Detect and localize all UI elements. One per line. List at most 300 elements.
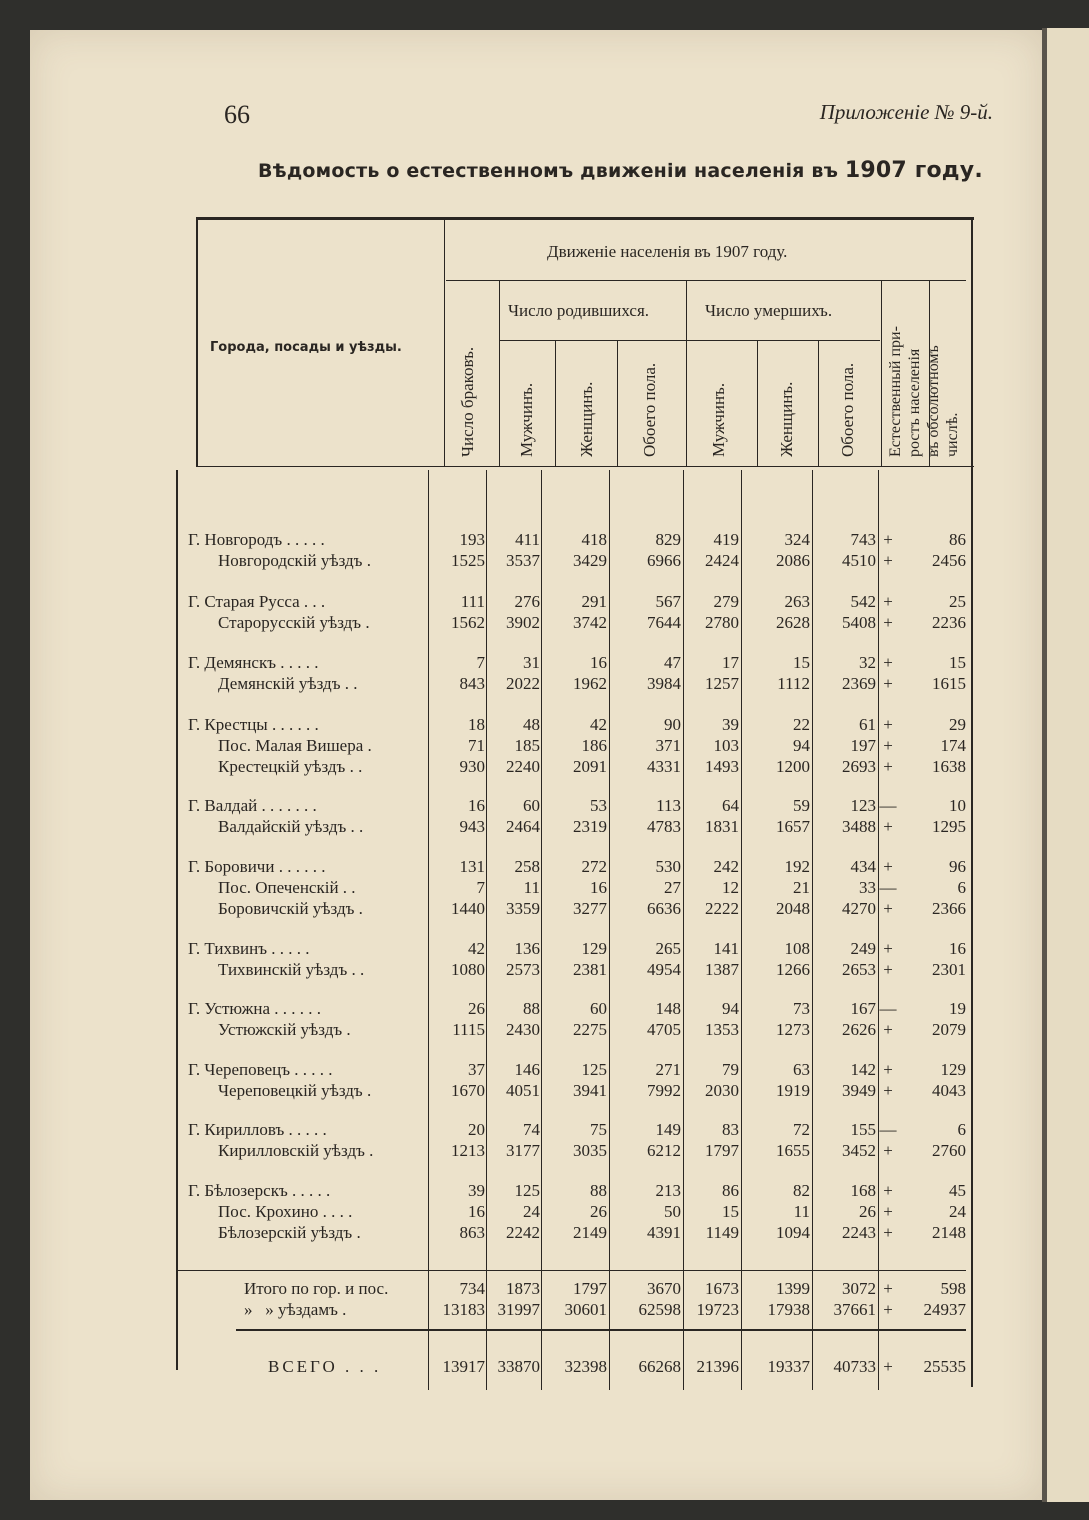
table-cell: 79 bbox=[722, 1060, 739, 1079]
table-cell: 149 bbox=[655, 1120, 681, 1139]
table-cell: 94 bbox=[722, 999, 739, 1018]
table-cell: 6966 bbox=[647, 551, 681, 570]
table-row bbox=[0, 857, 1089, 878]
table-cell: 7 bbox=[476, 878, 485, 897]
header-marriages: Число браковъ. bbox=[458, 346, 477, 457]
table-cell: 71 bbox=[468, 736, 485, 755]
table-cell: 53 bbox=[590, 796, 607, 815]
place-name: Пос. Малая Вишера . bbox=[218, 736, 372, 755]
title-year: 1907 году. bbox=[844, 158, 983, 183]
growth-cell: 6 bbox=[957, 1120, 966, 1139]
table-cell: 185 bbox=[514, 736, 540, 755]
growth-sign: + bbox=[883, 1141, 893, 1160]
table-cell: 2424 bbox=[705, 551, 739, 570]
table-row bbox=[0, 736, 1089, 757]
table-cell: 265 bbox=[655, 939, 681, 958]
table-cell: 63 bbox=[793, 1060, 810, 1079]
table-cell: 13917 bbox=[442, 1357, 485, 1376]
table-cell: 2430 bbox=[506, 1020, 540, 1039]
place-name: Г. Тихвинъ . . . . . bbox=[188, 939, 310, 958]
table-cell: 7644 bbox=[647, 613, 681, 632]
growth-cell: 25535 bbox=[923, 1357, 966, 1376]
table-cell: 1094 bbox=[776, 1223, 810, 1242]
totals-rule bbox=[176, 1270, 966, 1271]
table-cell: 734 bbox=[459, 1279, 485, 1298]
table-cell: 291 bbox=[581, 592, 607, 611]
table-cell: 411 bbox=[515, 530, 540, 549]
table-cell: 1387 bbox=[705, 960, 739, 979]
place-name: Боровичскій уѣздъ . bbox=[218, 899, 363, 918]
growth-sign: + bbox=[883, 736, 893, 755]
page-number: 66 bbox=[224, 100, 250, 129]
table-cell: 371 bbox=[655, 736, 681, 755]
table-cell: 542 bbox=[850, 592, 876, 611]
table-cell: 258 bbox=[514, 857, 540, 876]
place-name: Демянскій уѣздъ . . bbox=[218, 674, 358, 693]
growth-cell: 1638 bbox=[932, 757, 966, 776]
place-name: Г. Череповецъ . . . . . bbox=[188, 1060, 333, 1079]
table-cell: 2693 bbox=[842, 757, 876, 776]
table-row bbox=[0, 1181, 1089, 1202]
table-cell: 530 bbox=[655, 857, 681, 876]
table-cell: 2369 bbox=[842, 674, 876, 693]
growth-sign: — bbox=[879, 878, 897, 897]
table-cell: 64 bbox=[722, 796, 739, 815]
table-cell: 125 bbox=[581, 1060, 607, 1079]
table-cell: 26 bbox=[859, 1202, 876, 1221]
table-row bbox=[0, 939, 1089, 960]
table-cell: 48 bbox=[523, 715, 540, 734]
table-cell: 33 bbox=[859, 878, 876, 897]
table-cell: 4331 bbox=[647, 757, 681, 776]
col-divider-places bbox=[444, 220, 445, 467]
table-row bbox=[0, 899, 1089, 920]
table-cell: 4783 bbox=[647, 817, 681, 836]
header-births-male: Мужчинъ. bbox=[517, 382, 536, 457]
table-cell: 37661 bbox=[833, 1300, 876, 1319]
table-cell: 50 bbox=[664, 1202, 681, 1221]
table-cell: 129 bbox=[581, 939, 607, 958]
table-cell: 37 bbox=[468, 1060, 485, 1079]
table-cell: 2464 bbox=[506, 817, 540, 836]
movement-rule bbox=[446, 280, 966, 281]
table-cell: 125 bbox=[514, 1181, 540, 1200]
table-cell: 3984 bbox=[647, 674, 681, 693]
table-cell: 33870 bbox=[497, 1357, 540, 1376]
table-cell: 7992 bbox=[647, 1081, 681, 1100]
growth-cell: 1615 bbox=[932, 674, 966, 693]
growth-sign: — bbox=[879, 1120, 897, 1139]
place-name: Валдайскій уѣздъ . . bbox=[218, 817, 364, 836]
table-cell: 1919 bbox=[776, 1081, 810, 1100]
table-cell: 4270 bbox=[842, 899, 876, 918]
table-cell: 1115 bbox=[452, 1020, 485, 1039]
table-cell: 3359 bbox=[506, 899, 540, 918]
table-cell: 42 bbox=[590, 715, 607, 734]
growth-sign: + bbox=[883, 1357, 893, 1376]
table-cell: 16 bbox=[590, 878, 607, 897]
table-cell: 249 bbox=[850, 939, 876, 958]
growth-sign: + bbox=[883, 1081, 893, 1100]
table-cell: 279 bbox=[713, 592, 739, 611]
place-name: Г. Старая Русса . . . bbox=[188, 592, 326, 611]
table-cell: 168 bbox=[850, 1181, 876, 1200]
table-cell: 123 bbox=[850, 796, 876, 815]
col-divider-dfemale-hdr bbox=[818, 341, 819, 467]
table-cell: 27 bbox=[664, 878, 681, 897]
table-cell: 2780 bbox=[705, 613, 739, 632]
table-cell: 31 bbox=[523, 653, 540, 672]
place-name: Новгородскій уѣздъ . bbox=[218, 551, 371, 570]
place-name: Пос. Опеченскій . . bbox=[218, 878, 356, 897]
table-cell: 3537 bbox=[506, 551, 540, 570]
header-places: Города, посады и уѣзды. bbox=[210, 340, 402, 355]
place-name: » » уѣздамъ . bbox=[244, 1300, 347, 1319]
place-name: Череповецкій уѣздъ . bbox=[218, 1081, 372, 1100]
growth-sign: + bbox=[883, 857, 893, 876]
table-cell: 186 bbox=[581, 736, 607, 755]
table-cell: 20 bbox=[468, 1120, 485, 1139]
growth-cell: 2148 bbox=[932, 1223, 966, 1242]
table-cell: 324 bbox=[784, 530, 810, 549]
table-cell: 111 bbox=[460, 592, 485, 611]
table-top-rule bbox=[196, 217, 974, 220]
table-cell: 1797 bbox=[705, 1141, 739, 1160]
growth-cell: 2456 bbox=[932, 551, 966, 570]
table-cell: 19337 bbox=[767, 1357, 810, 1376]
table-cell: 2626 bbox=[842, 1020, 876, 1039]
growth-sign: + bbox=[883, 715, 893, 734]
growth-cell: 2301 bbox=[932, 960, 966, 979]
table-row bbox=[0, 715, 1089, 736]
table-row bbox=[0, 1223, 1089, 1244]
table-cell: 3177 bbox=[506, 1141, 540, 1160]
table-cell: 567 bbox=[655, 592, 681, 611]
growth-cell: 129 bbox=[940, 1060, 966, 1079]
table-cell: 5408 bbox=[842, 613, 876, 632]
place-name: Г. Устюжна . . . . . . bbox=[188, 999, 322, 1018]
growth-sign: + bbox=[883, 613, 893, 632]
table-cell: 6212 bbox=[647, 1141, 681, 1160]
growth-sign: + bbox=[883, 899, 893, 918]
place-name: ВСЕГО . . . bbox=[268, 1357, 382, 1376]
table-cell: 1213 bbox=[451, 1141, 485, 1160]
table-cell: 197 bbox=[850, 736, 876, 755]
growth-cell: 15 bbox=[949, 653, 966, 672]
growth-cell: 45 bbox=[949, 1181, 966, 1200]
table-cell: 13183 bbox=[442, 1300, 485, 1319]
place-name: Старорусскій уѣздъ . bbox=[218, 613, 370, 632]
table-cell: 148 bbox=[655, 999, 681, 1018]
table-cell: 434 bbox=[850, 857, 876, 876]
table-cell: 1399 bbox=[776, 1279, 810, 1298]
table-cell: 4391 bbox=[647, 1223, 681, 1242]
table-cell: 16 bbox=[590, 653, 607, 672]
table-left-border bbox=[196, 217, 198, 467]
table-cell: 1873 bbox=[506, 1279, 540, 1298]
growth-cell: 2366 bbox=[932, 899, 966, 918]
growth-sign: + bbox=[883, 1020, 893, 1039]
table-cell: 4510 bbox=[842, 551, 876, 570]
table-cell: 276 bbox=[514, 592, 540, 611]
table-cell: 11 bbox=[523, 878, 540, 897]
table-row bbox=[0, 1202, 1089, 1223]
table-cell: 829 bbox=[655, 530, 681, 549]
growth-cell: 96 bbox=[949, 857, 966, 876]
table-cell: 31997 bbox=[497, 1300, 540, 1319]
growth-sign: + bbox=[883, 757, 893, 776]
table-cell: 4954 bbox=[647, 960, 681, 979]
table-cell: 2048 bbox=[776, 899, 810, 918]
table-cell: 2275 bbox=[573, 1020, 607, 1039]
table-row bbox=[0, 999, 1089, 1020]
table-cell: 271 bbox=[655, 1060, 681, 1079]
growth-sign: + bbox=[883, 674, 893, 693]
table-cell: 418 bbox=[581, 530, 607, 549]
table-cell: 3949 bbox=[842, 1081, 876, 1100]
header-births-both: Обоего пола. bbox=[640, 362, 659, 457]
table-cell: 94 bbox=[793, 736, 810, 755]
table-cell: 2242 bbox=[506, 1223, 540, 1242]
table-cell: 4705 bbox=[647, 1020, 681, 1039]
growth-cell: 16 bbox=[949, 939, 966, 958]
table-cell: 7 bbox=[476, 653, 485, 672]
table-cell: 3488 bbox=[842, 817, 876, 836]
header-bottom-rule bbox=[196, 466, 974, 467]
table-cell: 1266 bbox=[776, 960, 810, 979]
table-row bbox=[0, 551, 1089, 572]
table-row bbox=[0, 530, 1089, 551]
table-cell: 39 bbox=[722, 715, 739, 734]
growth-cell: 25 bbox=[949, 592, 966, 611]
growth-cell: 10 bbox=[949, 796, 966, 815]
table-cell: 88 bbox=[523, 999, 540, 1018]
table-cell: 3277 bbox=[573, 899, 607, 918]
table-cell: 1657 bbox=[776, 817, 810, 836]
place-name: Г. Валдай . . . . . . . bbox=[188, 796, 317, 815]
table-cell: 30601 bbox=[564, 1300, 607, 1319]
table-cell: 17 bbox=[722, 653, 739, 672]
table-cell: 263 bbox=[784, 592, 810, 611]
growth-sign: + bbox=[883, 960, 893, 979]
table-cell: 90 bbox=[664, 715, 681, 734]
growth-cell: 24 bbox=[949, 1202, 966, 1221]
growth-sign: + bbox=[883, 1300, 893, 1319]
table-row bbox=[0, 653, 1089, 674]
table-cell: 60 bbox=[523, 796, 540, 815]
table-cell: 6636 bbox=[647, 899, 681, 918]
growth-sign: — bbox=[879, 999, 897, 1018]
table-cell: 2030 bbox=[705, 1081, 739, 1100]
table-cell: 2628 bbox=[776, 613, 810, 632]
table-cell: 1831 bbox=[705, 817, 739, 836]
table-cell: 113 bbox=[656, 796, 681, 815]
place-name: Пос. Крохино . . . . bbox=[218, 1202, 353, 1221]
table-cell: 19723 bbox=[696, 1300, 739, 1319]
table-cell: 2243 bbox=[842, 1223, 876, 1242]
table-cell: 1670 bbox=[451, 1081, 485, 1100]
table-cell: 24 bbox=[523, 1202, 540, 1221]
table-row bbox=[0, 1020, 1089, 1041]
table-cell: 82 bbox=[793, 1181, 810, 1200]
growth-sign: + bbox=[883, 1181, 893, 1200]
title-text: Вѣдомость о естественномъ движеніи населенія въ bbox=[258, 160, 839, 182]
col-divider-dmale-hdr bbox=[757, 341, 758, 467]
table-cell: 72 bbox=[793, 1120, 810, 1139]
place-name: Тихвинскій уѣздъ . . bbox=[218, 960, 365, 979]
growth-cell: 2079 bbox=[932, 1020, 966, 1039]
table-cell: 3941 bbox=[573, 1081, 607, 1100]
table-cell: 146 bbox=[514, 1060, 540, 1079]
header-deaths: Число умершихъ. bbox=[705, 301, 833, 320]
table-cell: 1673 bbox=[705, 1279, 739, 1298]
place-name: Кирилловскій уѣздъ . bbox=[218, 1141, 374, 1160]
table-cell: 21 bbox=[793, 878, 810, 897]
table-cell: 131 bbox=[459, 857, 485, 876]
header-births-female: Женщинъ. bbox=[577, 381, 596, 457]
table-cell: 193 bbox=[459, 530, 485, 549]
table-cell: 32 bbox=[859, 653, 876, 672]
growth-cell: 19 bbox=[949, 999, 966, 1018]
header-deaths-female: Женщинъ. bbox=[777, 381, 796, 457]
subheader-rule bbox=[500, 340, 880, 341]
table-row bbox=[0, 1120, 1089, 1141]
place-name: Итого по гор. и пос. bbox=[244, 1279, 389, 1298]
table-cell: 1525 bbox=[451, 551, 485, 570]
table-cell: 42 bbox=[468, 939, 485, 958]
growth-cell: 4043 bbox=[932, 1081, 966, 1100]
place-name: Устюжскій уѣздъ . bbox=[218, 1020, 351, 1039]
table-cell: 59 bbox=[793, 796, 810, 815]
table-cell: 3452 bbox=[842, 1141, 876, 1160]
table-row bbox=[0, 1060, 1089, 1081]
growth-cell: 86 bbox=[949, 530, 966, 549]
growth-sign: + bbox=[883, 939, 893, 958]
table-cell: 2222 bbox=[705, 899, 739, 918]
table-cell: 155 bbox=[850, 1120, 876, 1139]
col-divider-male-hdr bbox=[555, 341, 556, 467]
table-cell: 83 bbox=[722, 1120, 739, 1139]
growth-sign: + bbox=[883, 551, 893, 570]
table-cell: 47 bbox=[664, 653, 681, 672]
table-cell: 419 bbox=[713, 530, 739, 549]
col-divider-deaths-hdr bbox=[881, 281, 882, 467]
table-cell: 1112 bbox=[777, 674, 810, 693]
growth-sign: + bbox=[883, 1060, 893, 1079]
growth-cell: 2760 bbox=[932, 1141, 966, 1160]
table-cell: 60 bbox=[590, 999, 607, 1018]
table-cell: 2149 bbox=[573, 1223, 607, 1242]
table-row bbox=[0, 1141, 1089, 1162]
table-cell: 26 bbox=[468, 999, 485, 1018]
place-name: Г. Бѣлозерскъ . . . . . bbox=[188, 1181, 331, 1200]
col-divider-births-hdr bbox=[686, 281, 687, 467]
table-row bbox=[0, 960, 1089, 981]
growth-sign: + bbox=[883, 817, 893, 836]
table-cell: 15 bbox=[722, 1202, 739, 1221]
table-row bbox=[0, 592, 1089, 613]
place-name: Г. Кирилловъ . . . . . bbox=[188, 1120, 327, 1139]
table-cell: 272 bbox=[581, 857, 607, 876]
table-cell: 18 bbox=[468, 715, 485, 734]
table-cell: 108 bbox=[784, 939, 810, 958]
table-cell: 192 bbox=[784, 857, 810, 876]
table-cell: 141 bbox=[713, 939, 739, 958]
table-cell: 2381 bbox=[573, 960, 607, 979]
table-row bbox=[0, 1081, 1089, 1102]
table-cell: 40733 bbox=[833, 1357, 876, 1376]
table-cell: 2022 bbox=[506, 674, 540, 693]
header-movement: Движеніе населенія въ 1907 году. bbox=[547, 242, 788, 261]
table-cell: 22 bbox=[793, 715, 810, 734]
table-cell: 1797 bbox=[573, 1279, 607, 1298]
document-title bbox=[258, 158, 983, 183]
growth-sign: + bbox=[883, 530, 893, 549]
table-cell: 2086 bbox=[776, 551, 810, 570]
table-cell: 142 bbox=[850, 1060, 876, 1079]
table-cell: 1200 bbox=[776, 757, 810, 776]
place-name: Г. Крестцы . . . . . . bbox=[188, 715, 319, 734]
grand-total-row bbox=[0, 1357, 1089, 1378]
growth-sign: + bbox=[883, 592, 893, 611]
table-cell: 32398 bbox=[564, 1357, 607, 1376]
table-cell: 1080 bbox=[451, 960, 485, 979]
col-divider-marriages-hdr bbox=[499, 281, 500, 467]
table-cell: 1493 bbox=[705, 757, 739, 776]
table-cell: 74 bbox=[523, 1120, 540, 1139]
table-cell: 21396 bbox=[696, 1357, 739, 1376]
table-cell: 3035 bbox=[573, 1141, 607, 1160]
growth-cell: 2236 bbox=[932, 613, 966, 632]
growth-sign: + bbox=[883, 1279, 893, 1298]
place-name: Г. Демянскъ . . . . . bbox=[188, 653, 319, 672]
table-cell: 4051 bbox=[506, 1081, 540, 1100]
table-cell: 103 bbox=[713, 736, 739, 755]
col-divider-female-hdr bbox=[617, 341, 618, 467]
place-name: Г. Новгородъ . . . . . bbox=[188, 530, 325, 549]
growth-cell: 24937 bbox=[923, 1300, 966, 1319]
table-cell: 213 bbox=[655, 1181, 681, 1200]
table-cell: 39 bbox=[468, 1181, 485, 1200]
table-cell: 16 bbox=[468, 796, 485, 815]
table-cell: 1273 bbox=[776, 1020, 810, 1039]
table-cell: 743 bbox=[850, 530, 876, 549]
table-cell: 843 bbox=[459, 674, 485, 693]
table-cell: 17938 bbox=[767, 1300, 810, 1319]
growth-cell: 598 bbox=[940, 1279, 966, 1298]
table-cell: 943 bbox=[459, 817, 485, 836]
table-row bbox=[0, 817, 1089, 838]
table-cell: 242 bbox=[713, 857, 739, 876]
table-cell: 73 bbox=[793, 999, 810, 1018]
table-cell: 1440 bbox=[451, 899, 485, 918]
table-cell: 1149 bbox=[705, 1223, 739, 1242]
table-cell: 2319 bbox=[573, 817, 607, 836]
table-row bbox=[0, 674, 1089, 695]
table-cell: 863 bbox=[459, 1223, 485, 1242]
table-row bbox=[0, 613, 1089, 634]
table-cell: 26 bbox=[590, 1202, 607, 1221]
table-cell: 3742 bbox=[573, 613, 607, 632]
total-row bbox=[0, 1279, 1089, 1300]
table-cell: 2240 bbox=[506, 757, 540, 776]
table-cell: 61 bbox=[859, 715, 876, 734]
table-cell: 11 bbox=[793, 1202, 810, 1221]
table-cell: 1962 bbox=[573, 674, 607, 693]
table-row bbox=[0, 878, 1089, 899]
header-births: Число родившихся. bbox=[508, 301, 650, 320]
header-deaths-male: Мужчинъ. bbox=[709, 382, 728, 457]
